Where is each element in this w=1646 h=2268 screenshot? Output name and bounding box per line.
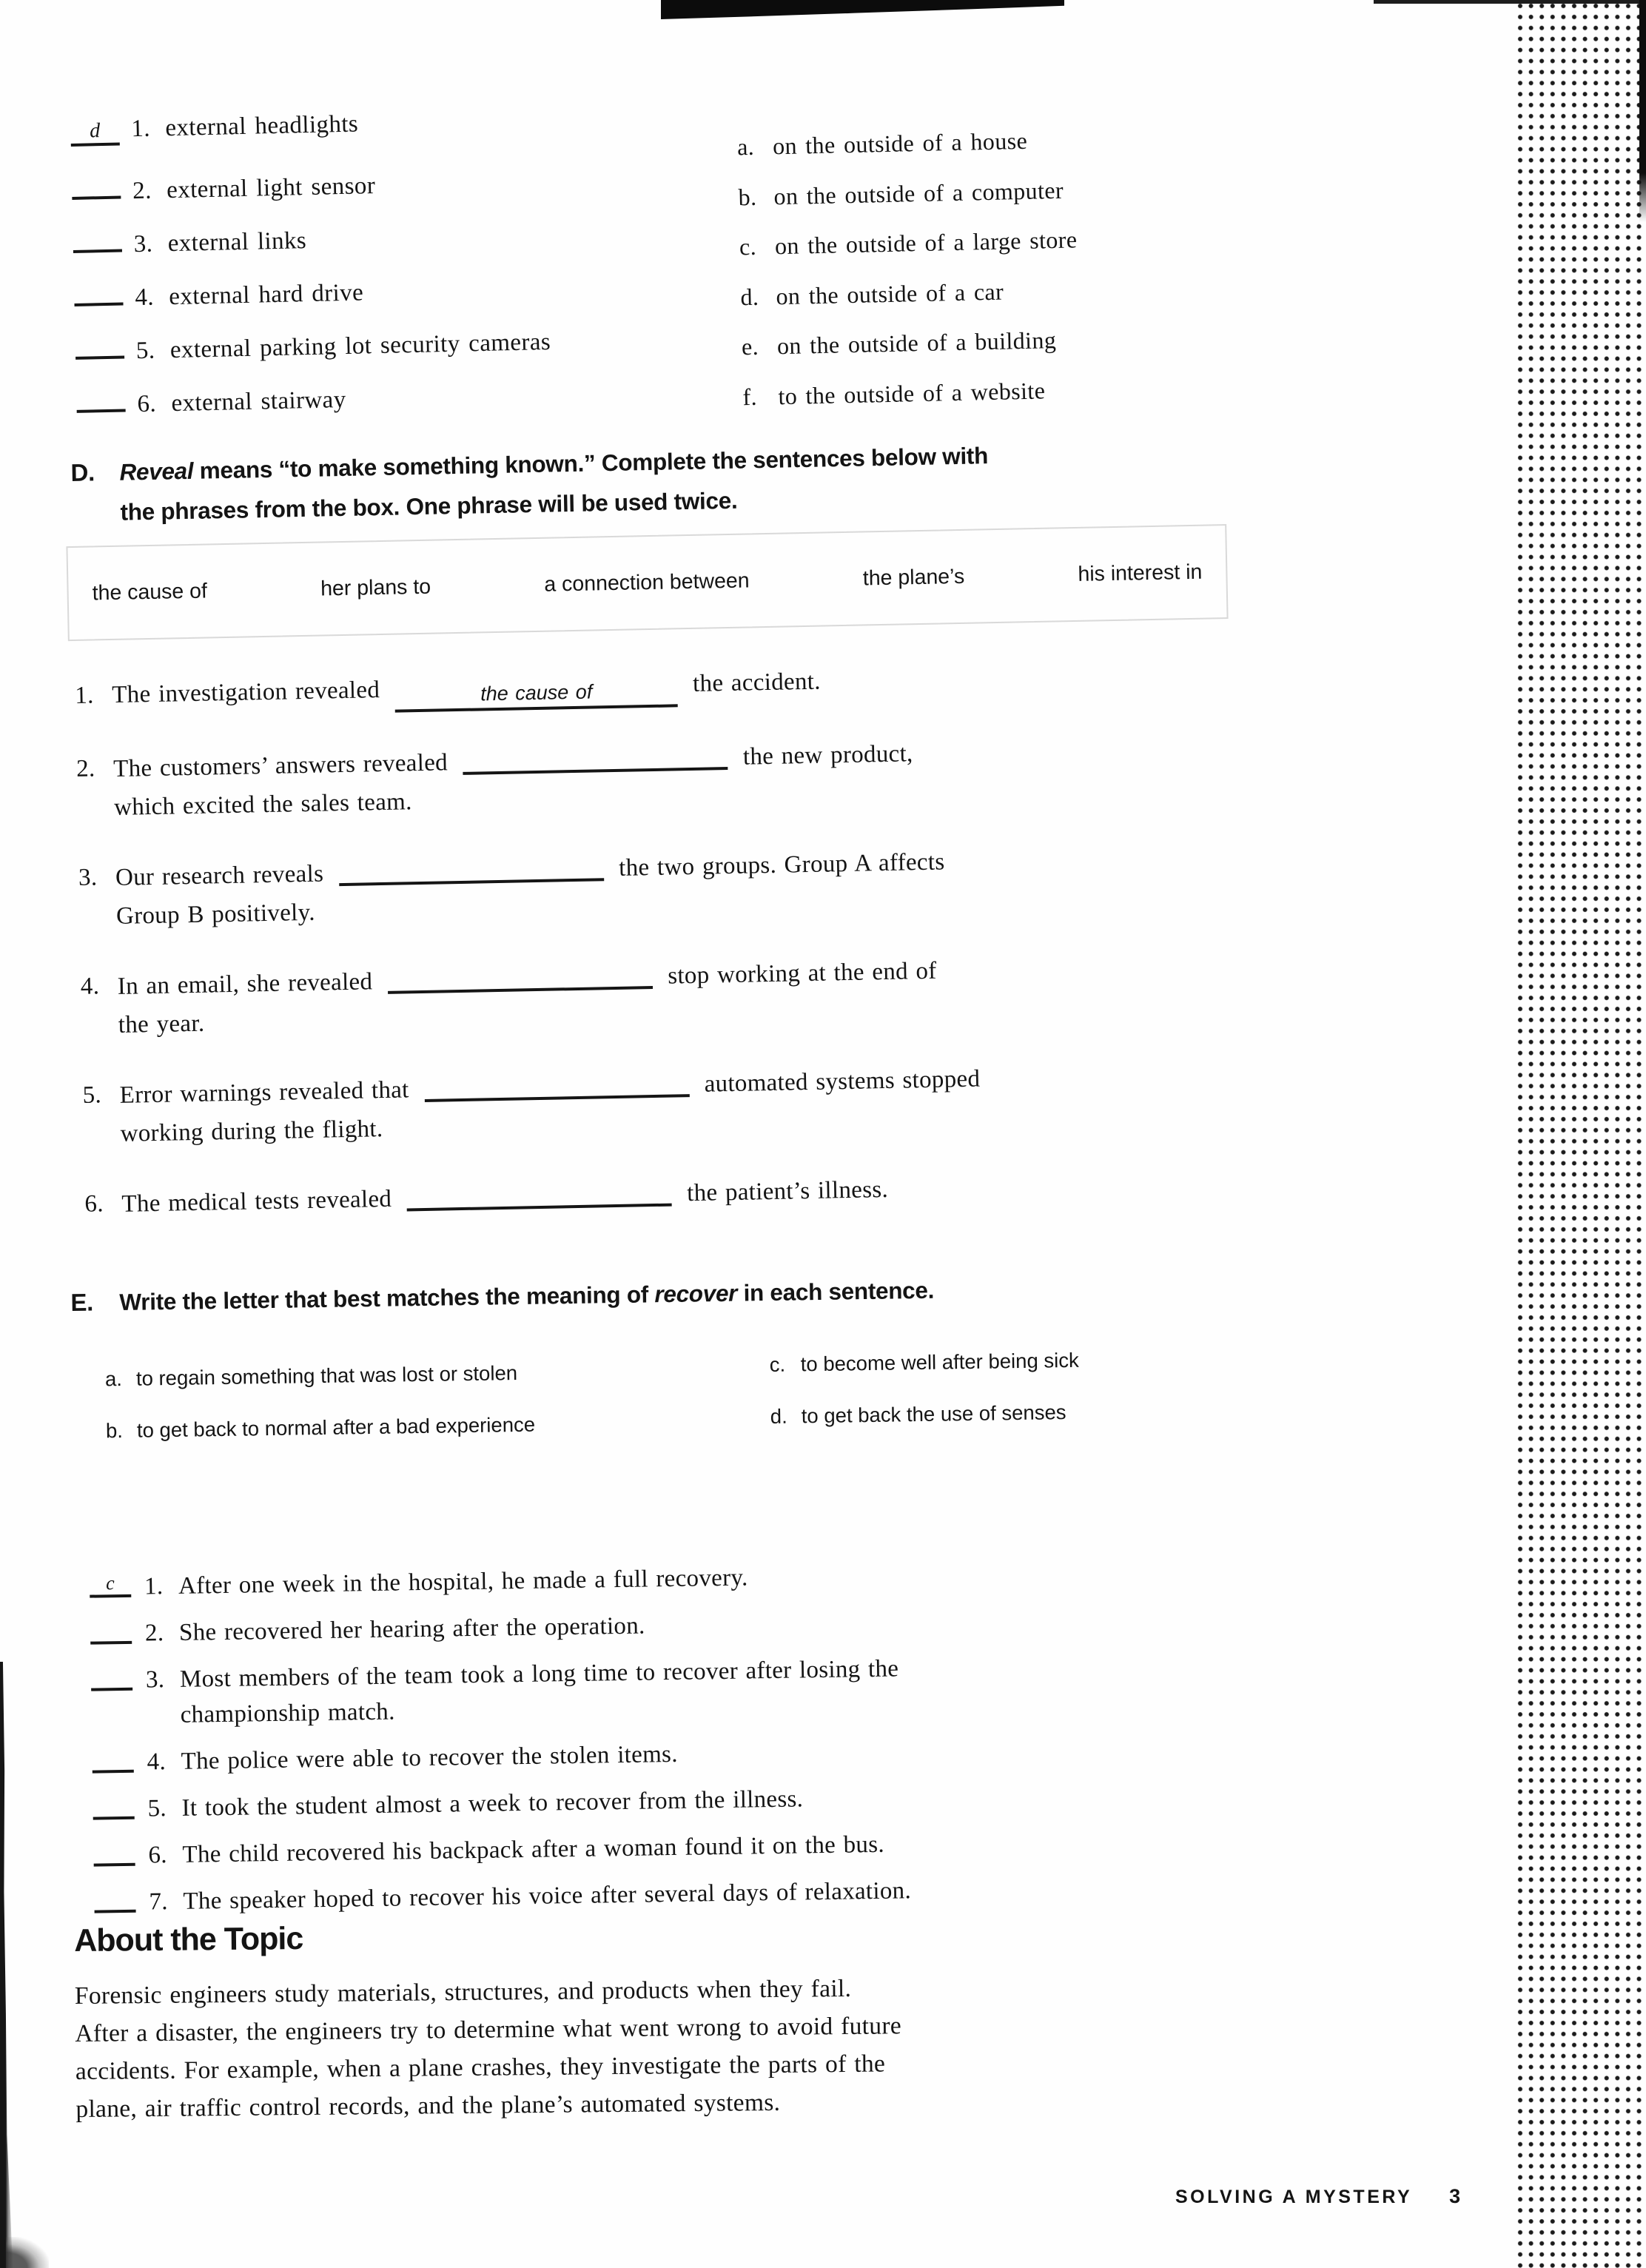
item-text: external links bbox=[167, 227, 307, 258]
option-letter: b. bbox=[738, 183, 757, 210]
blank-answer: the cause of bbox=[480, 680, 593, 705]
fill-in-sentence bbox=[82, 1051, 1379, 1154]
section-d bbox=[70, 428, 1380, 1255]
option-text: on the outside of a house bbox=[772, 127, 1028, 160]
meaning-options bbox=[72, 1346, 1369, 1521]
halftone-dot-margin bbox=[1515, 0, 1646, 2268]
sentence-number: 1. bbox=[74, 682, 94, 709]
item-number: 6. bbox=[148, 1842, 168, 1869]
section-e-instructions bbox=[119, 1270, 934, 1322]
matching-options-column bbox=[737, 126, 1081, 433]
fill-in-sentence bbox=[80, 942, 1377, 1045]
fill-in-sentence bbox=[78, 833, 1375, 936]
item-number: 3. bbox=[145, 1666, 165, 1694]
fill-in-sentence bbox=[75, 651, 1371, 719]
item-text: She recovered her hearing after the operation. bbox=[178, 1612, 645, 1646]
item-text-line2: championship match. bbox=[180, 1698, 395, 1728]
sentence-continuation: working during the flight. bbox=[120, 1115, 383, 1147]
sentence-continuation: the year. bbox=[118, 1010, 205, 1039]
answer-blank[interactable] bbox=[76, 382, 126, 412]
matching-option bbox=[737, 126, 1076, 183]
sentence-body bbox=[113, 734, 914, 827]
sentence-blank[interactable] bbox=[394, 674, 678, 712]
option-letter: c. bbox=[739, 232, 757, 261]
sentence-body bbox=[112, 662, 822, 718]
sentence-blank[interactable] bbox=[424, 1064, 690, 1102]
instruction-line2: the phrases from the box. One phrase will be used twice. bbox=[120, 486, 738, 526]
item-text bbox=[180, 1651, 900, 1732]
answer-blank[interactable] bbox=[72, 170, 121, 200]
sentence-number: 6. bbox=[84, 1190, 104, 1218]
sentence-post: the new product, bbox=[742, 740, 913, 771]
sentence-pre: Error warnings revealed that bbox=[119, 1076, 409, 1109]
meaning-option bbox=[105, 1359, 518, 1393]
fill-in-sentence bbox=[76, 725, 1373, 828]
scan-right-edge-line bbox=[1639, 0, 1646, 222]
matching-option bbox=[739, 226, 1078, 283]
section-e bbox=[70, 1264, 1375, 1932]
section-e-items bbox=[75, 1551, 1375, 1921]
section-d-heading bbox=[70, 428, 1367, 533]
sentence-post: automated systems stopped bbox=[704, 1065, 981, 1098]
option-letter: c. bbox=[769, 1352, 786, 1376]
phrase: the plane’s bbox=[862, 564, 965, 590]
item-text: The speaker hoped to recover his voice after several days of relaxation. bbox=[183, 1877, 912, 1915]
about-paragraph bbox=[75, 1965, 1320, 2128]
paragraph-line: Forensic engineers study materials, structures, and products when they fail. bbox=[74, 1974, 852, 2010]
answer-blank[interactable] bbox=[93, 1838, 135, 1867]
sentence-number: 4. bbox=[80, 973, 100, 1000]
instruction-post: in each sentence. bbox=[736, 1276, 935, 1306]
option-text: to get back the use of senses bbox=[801, 1400, 1066, 1428]
answer-blank[interactable] bbox=[91, 1663, 133, 1691]
recover-item bbox=[92, 1726, 1373, 1781]
paragraph-line: After a disaster, the engineers try to determine what went wrong to avoid future bbox=[75, 2012, 902, 2047]
meaning-option bbox=[106, 1411, 536, 1446]
sentence-number: 5. bbox=[82, 1081, 102, 1109]
answer-letter: c bbox=[105, 1572, 115, 1594]
section-e-label: E. bbox=[70, 1288, 94, 1316]
section-d-sentences bbox=[75, 651, 1380, 1224]
sentence-body bbox=[117, 951, 938, 1044]
item-text: The child recovered his backpack after a woman found it on the bus. bbox=[182, 1831, 885, 1868]
option-letter: e. bbox=[741, 332, 759, 360]
item-text: It took the student almost a week to recover from the illness. bbox=[181, 1785, 804, 1822]
about-title: About the Topic bbox=[74, 1921, 303, 1959]
sentence-continuation: which excited the sales team. bbox=[113, 788, 412, 821]
recover-item bbox=[90, 1597, 1371, 1652]
option-text: to regain something that was lost or stolen bbox=[135, 1361, 518, 1390]
sentence-post: the accident. bbox=[692, 668, 822, 697]
scan-left-edge-strip bbox=[0, 1662, 13, 2268]
item-text: external stairway bbox=[171, 386, 346, 417]
option-text: to become well after being sick bbox=[800, 1348, 1079, 1376]
item-number: 2. bbox=[144, 1620, 164, 1647]
answer-blank[interactable] bbox=[94, 1885, 136, 1913]
page-number: 3 bbox=[1449, 2185, 1461, 2207]
scan-top-black-bar bbox=[661, 0, 1064, 19]
sentence-blank[interactable] bbox=[406, 1174, 672, 1212]
matching-items-column bbox=[70, 107, 553, 437]
meaning-option bbox=[769, 1346, 1079, 1379]
item-text: After one week in the hospital, he made a full recovery. bbox=[178, 1564, 748, 1600]
paragraph-line: accidents. For example, when a plane crashes, they investigate the parts of the bbox=[75, 2050, 886, 2085]
answer-blank[interactable] bbox=[92, 1745, 134, 1774]
recover-item bbox=[91, 1644, 1372, 1734]
option-text: on the outside of a large store bbox=[774, 226, 1078, 260]
item-number: 1. bbox=[144, 1573, 164, 1600]
page-footer bbox=[1175, 2185, 1460, 2208]
matching-option bbox=[742, 376, 1081, 433]
phrase: the cause of bbox=[92, 578, 208, 605]
answer-blank[interactable] bbox=[74, 276, 124, 306]
answer-letter: d bbox=[89, 119, 101, 143]
sentence-post: the patient’s illness. bbox=[686, 1175, 889, 1207]
phrase: a connection between bbox=[544, 568, 750, 597]
item-number: 2. bbox=[132, 177, 152, 205]
sentence-number: 3. bbox=[78, 864, 98, 891]
sentence-pre: The investigation revealed bbox=[111, 677, 380, 708]
about-the-topic bbox=[74, 1911, 1320, 2128]
item-number: 6. bbox=[137, 390, 157, 418]
option-text: on the outside of a building bbox=[776, 326, 1057, 360]
item-number: 1. bbox=[130, 115, 151, 143]
item-text: external headlights bbox=[164, 110, 359, 142]
answer-blank[interactable] bbox=[75, 329, 124, 359]
sentence-blank[interactable] bbox=[387, 956, 653, 994]
fill-in-sentence bbox=[84, 1160, 1380, 1224]
answer-blank[interactable] bbox=[93, 1791, 135, 1820]
sentence-pre: The medical tests revealed bbox=[121, 1185, 392, 1218]
instruction-pre: Write the letter that best matches the meaning of bbox=[119, 1281, 655, 1316]
matching-item bbox=[76, 373, 553, 437]
option-text: on the outside of a car bbox=[776, 278, 1004, 309]
sentence-pre: The customers’ answers revealed bbox=[112, 749, 449, 782]
matching-option bbox=[738, 176, 1077, 233]
item-number: 5. bbox=[135, 337, 155, 365]
answer-blank[interactable] bbox=[73, 223, 122, 253]
sentence-body bbox=[115, 842, 946, 935]
sentence-blank[interactable] bbox=[338, 848, 604, 886]
recover-item bbox=[90, 1551, 1371, 1606]
recover-item bbox=[93, 1773, 1374, 1828]
item-number: 4. bbox=[134, 284, 155, 312]
recover-item bbox=[93, 1819, 1374, 1874]
item-number: 7. bbox=[149, 1888, 169, 1916]
sentence-blank[interactable] bbox=[463, 737, 728, 775]
phrase: his interest in bbox=[1078, 560, 1203, 586]
sentence-post: the two groups. Group A affects bbox=[618, 848, 945, 882]
sentence-pre: In an email, she revealed bbox=[117, 968, 373, 1000]
option-letter: d. bbox=[770, 1404, 787, 1428]
answer-blank[interactable] bbox=[90, 1616, 132, 1645]
phrase: her plans to bbox=[320, 574, 431, 601]
sentence-post: stop working at the end of bbox=[667, 957, 937, 990]
item-text-line1: Most members of the team took a long time to recover after losing the bbox=[179, 1655, 899, 1693]
option-text: to the outside of a website bbox=[778, 376, 1046, 409]
section-e-heading bbox=[70, 1264, 1366, 1323]
option-letter: f. bbox=[742, 383, 758, 410]
answer-blank[interactable] bbox=[70, 116, 120, 147]
item-text: The police were able to recover the stolen items. bbox=[181, 1740, 678, 1775]
meaning-option bbox=[770, 1398, 1066, 1431]
option-letter: a. bbox=[104, 1366, 123, 1391]
option-text: to get back to normal after a bad experience bbox=[136, 1412, 536, 1442]
item-number: 3. bbox=[133, 230, 153, 258]
option-text: on the outside of a computer bbox=[773, 176, 1064, 209]
item-text: external light sensor bbox=[166, 172, 376, 204]
item-text: external parking lot security cameras bbox=[169, 328, 551, 364]
sentence-pre: Our research reveals bbox=[115, 860, 324, 891]
item-text: external hard drive bbox=[168, 279, 364, 311]
item-number: 5. bbox=[147, 1795, 167, 1822]
option-letter: b. bbox=[105, 1418, 124, 1443]
paragraph-line: plane, air traffic control records, and the plane’s automated systems. bbox=[75, 2088, 781, 2123]
item-number: 4. bbox=[147, 1748, 167, 1776]
matching-exercise bbox=[70, 90, 1328, 418]
unit-title: SOLVING A MYSTERY bbox=[1175, 2187, 1413, 2207]
sentence-body bbox=[119, 1059, 981, 1153]
sentence-number: 2. bbox=[75, 755, 95, 782]
matching-option bbox=[740, 276, 1079, 333]
sentence-continuation: Group B positively. bbox=[115, 899, 316, 930]
section-d-instructions bbox=[119, 435, 990, 532]
matching-option bbox=[742, 326, 1081, 383]
instruction-italic-word: Reveal bbox=[119, 457, 194, 486]
sentence-body bbox=[121, 1170, 888, 1224]
section-d-label: D. bbox=[70, 458, 95, 486]
answer-blank[interactable] bbox=[90, 1569, 132, 1598]
phrase-box bbox=[66, 524, 1228, 641]
instruction-italic-word: recover bbox=[654, 1279, 738, 1308]
option-letter: a. bbox=[736, 132, 755, 161]
option-letter: d. bbox=[740, 283, 759, 310]
scan-left-corner-smudge bbox=[6, 2237, 49, 2268]
instruction-line1: means “to make something known.” Complete the sentences below with bbox=[192, 442, 989, 484]
